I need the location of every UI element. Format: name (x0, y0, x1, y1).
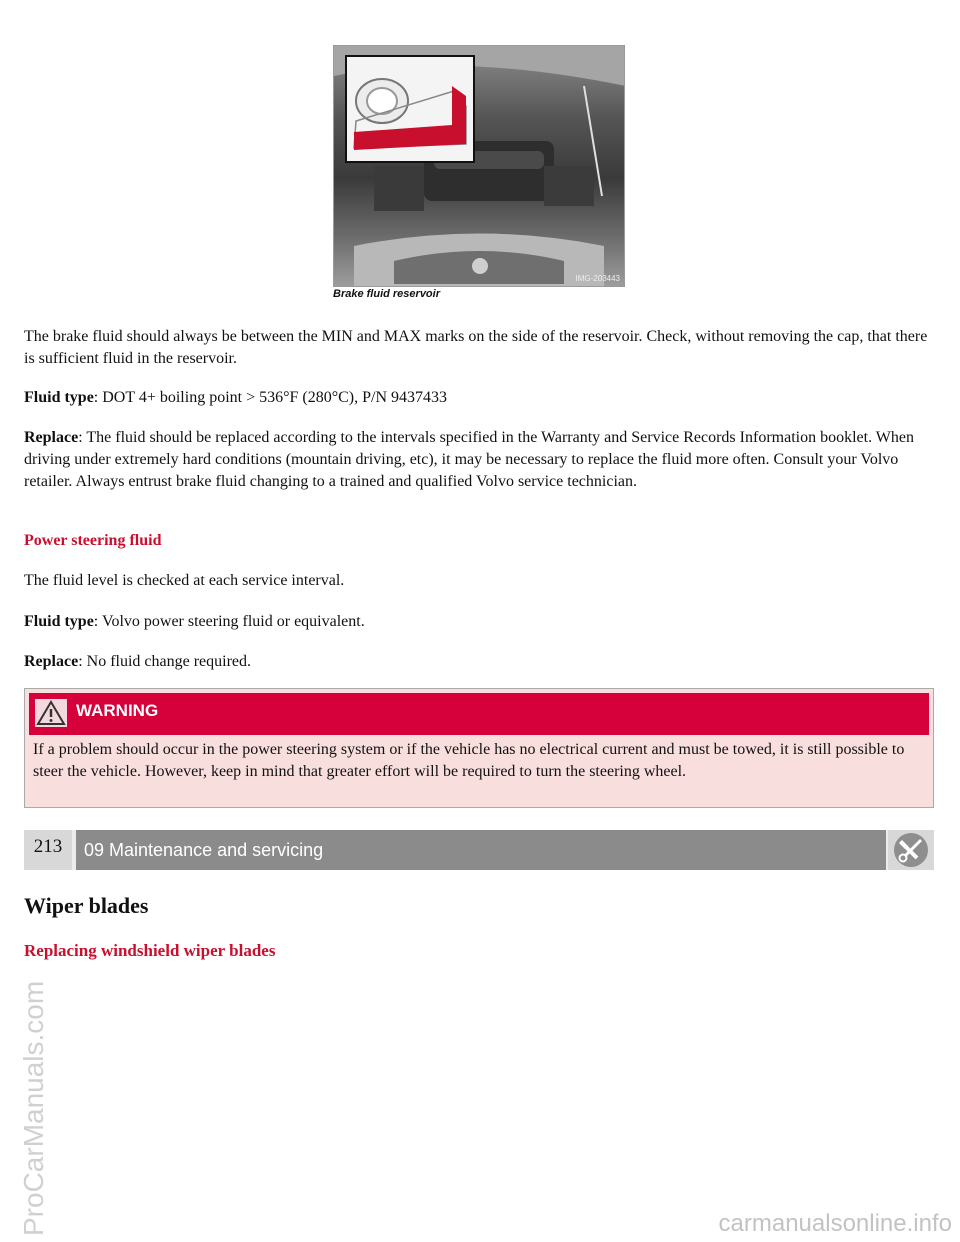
replace-text: : No fluid change required. (78, 653, 252, 670)
warning-header (29, 693, 929, 735)
bottom-watermark: carmanualsonline.info (718, 1210, 952, 1237)
warning-text: If a problem should occur in the power steering system or if the vehicle has no electrical current and must be towed, it is still possible to steer the vehicle. However, keep in mind that greater effort will be required to turn the steering wheel. (33, 741, 905, 780)
page-heading: Wiper blades (24, 893, 149, 918)
fluid-type-label: Fluid type (24, 613, 94, 630)
warning-triangle-icon (35, 699, 67, 727)
replace-label: Replace (24, 653, 79, 670)
replace-label: Replace (24, 429, 79, 446)
image-code: IMG-203443 (575, 274, 620, 283)
paragraph: The brake fluid should always be between the MIN and MAX marks on the side of the reservoir. Check, without removing the cap, that there is sufficient fluid in the reservoir. (24, 328, 928, 367)
fluid-type-label: Fluid type (24, 389, 94, 406)
power-steering-replace (24, 651, 934, 673)
paragraph: The fluid level is checked at each service interval. (24, 572, 345, 589)
power-steering-heading-block (24, 530, 934, 552)
power-steering-intro (24, 570, 934, 592)
brake-fluid-figure (333, 45, 625, 303)
section-title: 09 Maintenance and servicing (76, 830, 886, 870)
brake-fluid-intro (24, 326, 934, 370)
page-number: 213 (24, 830, 72, 870)
warning-box (24, 688, 934, 808)
wrench-gear-icon (888, 830, 934, 870)
side-watermark: ProCarManuals.com (18, 980, 49, 1236)
brake-fluid-type (24, 387, 934, 409)
section-header-bar (24, 830, 934, 870)
fluid-type-text: : DOT 4+ boiling point > 536°F (280°C), P/N 9437433 (93, 389, 448, 406)
power-steering-type (24, 611, 934, 633)
replace-text: : The fluid should be replaced according to the intervals specified in the Warranty and Service Records Information booklet. When driving under extremely hard conditions (mountain driving, etc), it may be necessary to replace the fluid more often. Consult your Volvo retailer. Always entrust brake fluid changing to a trained and qualified Volvo service technician. (24, 429, 914, 490)
engine-bay-image (333, 45, 625, 287)
sub-heading: Replacing windshield wiper blades (24, 941, 276, 960)
fluid-type-text: : Volvo power steering fluid or equivalent. (93, 613, 365, 630)
figure-caption: Brake fluid reservoir (333, 288, 440, 300)
power-steering-heading: Power steering fluid (24, 532, 162, 549)
warning-title: WARNING (76, 701, 159, 720)
brake-fluid-replace (24, 427, 934, 493)
